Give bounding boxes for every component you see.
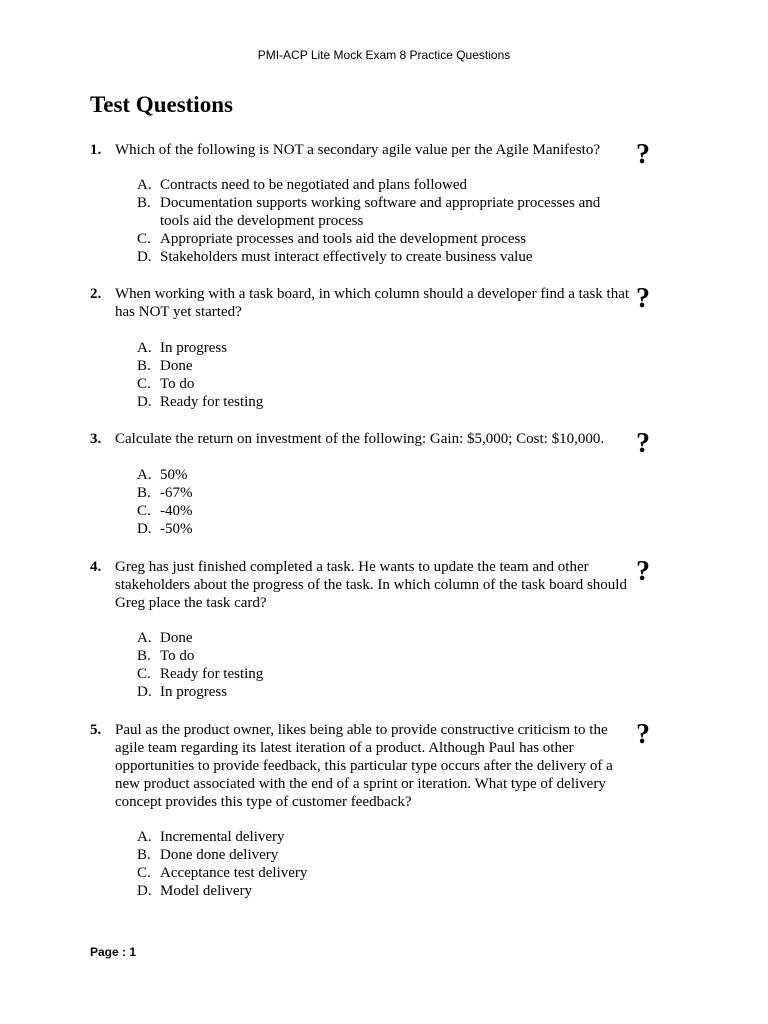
option-text: Contracts need to be negotiated and plans followed <box>160 177 467 193</box>
answer-options <box>137 629 607 701</box>
option-letter: A. <box>137 829 152 845</box>
page-number: Page : 1 <box>90 945 137 959</box>
answer-options <box>137 339 607 411</box>
option-text: Ready for testing <box>160 394 264 410</box>
answer-option <box>137 683 607 701</box>
question-number: 3. <box>90 431 102 447</box>
option-letter: D. <box>137 883 152 899</box>
answer-option <box>137 828 607 846</box>
option-letter: D. <box>137 394 152 410</box>
answer-option <box>137 502 607 520</box>
question-text: Greg has just finished completed a task. He wants to update the team and other stakeholders about the progress of the task. In which column of the task board should Greg place the task card? <box>115 559 627 611</box>
answer-option <box>137 484 607 502</box>
page-title: Test Questions <box>90 92 233 117</box>
answer-option <box>137 846 607 864</box>
option-text: 50% <box>160 467 188 483</box>
option-letter: C. <box>137 503 151 519</box>
option-letter: B. <box>137 358 151 374</box>
option-text: Done <box>160 358 193 374</box>
question-mark-icon: ? <box>636 428 650 459</box>
option-text: -67% <box>160 485 193 501</box>
option-text: Ready for testing <box>160 666 264 682</box>
answer-option <box>137 248 607 266</box>
option-letter: C. <box>137 865 151 881</box>
option-text: Stakeholders must interact effectively to create business value <box>160 249 533 265</box>
answer-option <box>137 882 607 900</box>
option-text: -40% <box>160 503 193 519</box>
option-text: In progress <box>160 340 228 356</box>
option-letter: A. <box>137 340 152 356</box>
option-text: Acceptance test delivery <box>160 865 308 881</box>
option-text: Incremental delivery <box>160 829 285 845</box>
answer-option <box>137 357 607 375</box>
answer-option <box>137 230 607 248</box>
answer-option <box>137 665 607 683</box>
option-text: Done done delivery <box>160 847 279 863</box>
option-letter: A. <box>137 630 152 646</box>
option-letter: D. <box>137 249 152 265</box>
question-mark-icon: ? <box>636 139 650 170</box>
option-text: Model delivery <box>160 883 253 899</box>
option-letter: C. <box>137 376 151 392</box>
answer-options <box>137 466 607 538</box>
answer-option <box>137 393 607 411</box>
answer-option <box>137 339 607 357</box>
answer-option <box>137 629 607 647</box>
question-number: 1. <box>90 142 102 158</box>
option-letter: B. <box>137 648 151 664</box>
question-text: Which of the following is NOT a secondary agile value per the Agile Manifesto? <box>115 142 600 158</box>
option-text: -50% <box>160 521 193 537</box>
answer-option <box>137 176 607 194</box>
question-text: Paul as the product owner, likes being able to provide constructive criticism to the agile team regarding its latest iteration of a product. Although Paul has other opportunities to provide feedback, this particular type occurs after the delivery of a new product associated with the end of a sprint or iteration. What type of delivery concept provides this type of customer feedback? <box>115 722 613 810</box>
option-letter: D. <box>137 684 152 700</box>
option-text: Appropriate processes and tools aid the development process <box>160 231 527 247</box>
option-letter: B. <box>137 195 151 211</box>
answer-option <box>137 194 607 230</box>
option-text: Done <box>160 630 193 646</box>
question-text: Calculate the return on investment of the following: Gain: $5,000; Cost: $10,000. <box>115 431 605 447</box>
option-text: To do <box>160 376 195 392</box>
answer-option <box>137 375 607 393</box>
option-letter: A. <box>137 467 152 483</box>
option-letter: C. <box>137 231 151 247</box>
option-letter: D. <box>137 521 152 537</box>
answer-option <box>137 864 607 882</box>
question-number: 5. <box>90 722 102 738</box>
answer-option <box>137 520 607 538</box>
question-text: When working with a task board, in which column should a developer find a task that has NOT yet started? <box>115 286 630 320</box>
question-mark-icon: ? <box>636 719 650 750</box>
option-letter: C. <box>137 666 151 682</box>
option-letter: B. <box>137 485 151 501</box>
question-mark-icon: ? <box>636 556 650 587</box>
option-text: Documentation supports working software and appropriate processes and tools aid the development process <box>160 195 601 229</box>
answer-options <box>137 176 607 266</box>
question-number: 4. <box>90 559 102 575</box>
option-text: In progress <box>160 684 228 700</box>
question-mark-icon: ? <box>636 283 650 314</box>
option-text: To do <box>160 648 195 664</box>
answer-option <box>137 466 607 484</box>
answer-option <box>137 647 607 665</box>
option-letter: B. <box>137 847 151 863</box>
page-header: PMI-ACP Lite Mock Exam 8 Practice Questions <box>257 48 511 62</box>
question-number: 2. <box>90 286 102 302</box>
option-letter: A. <box>137 177 152 193</box>
answer-options <box>137 828 607 900</box>
